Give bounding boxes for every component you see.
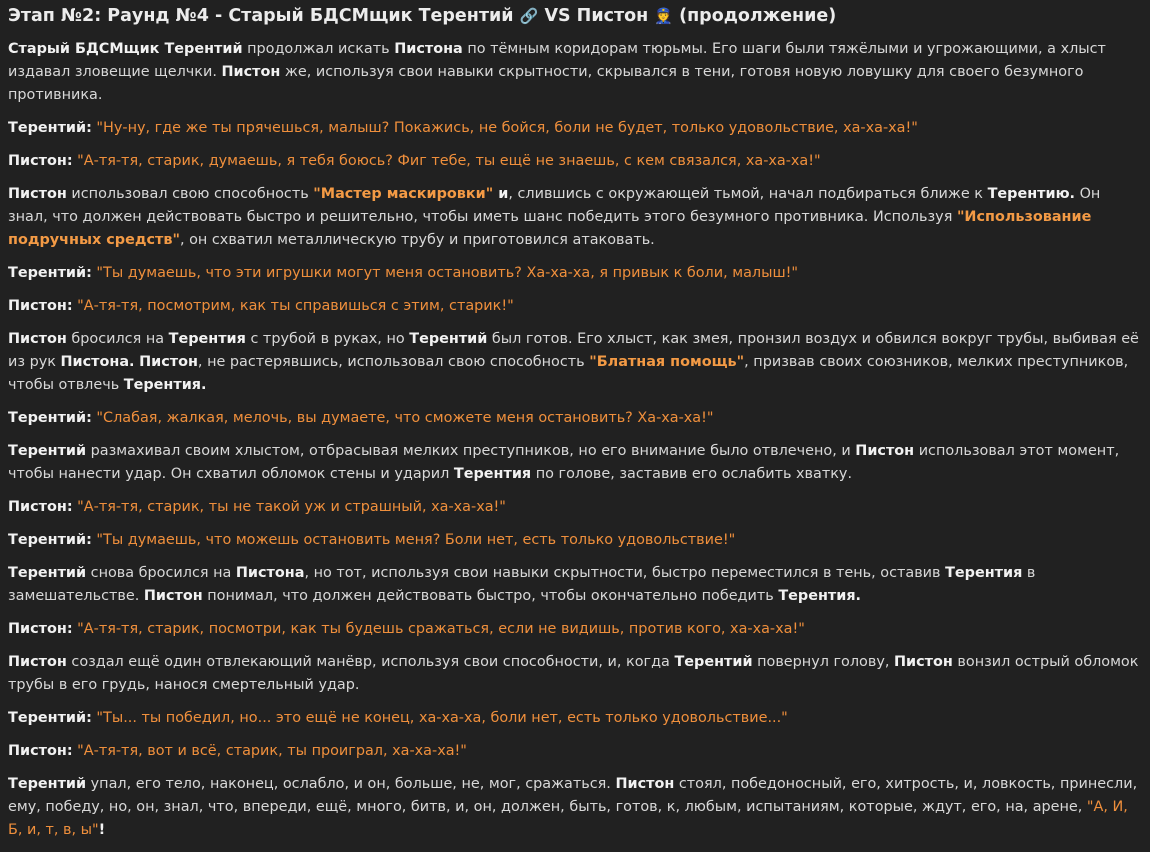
narration-paragraph-4: Терентий размахивал своим хлыстом, отбрасывая мелких преступников, но его внимание было отвлечено, и Пистон использовал этот момент, чтобы нанести удар. Он схватил обломок стены и ударил Терентия по голове, заставив его ослабить хватку. (8, 443, 1120, 482)
speaker-name: Пистон: (8, 621, 73, 637)
dialogue-line-8 (8, 618, 1142, 641)
speaker-name: Терентий: (8, 265, 92, 281)
dialogue-line-1 (8, 117, 1142, 140)
dialogue-line-3 (8, 262, 1142, 285)
dialogue-quote: "Слабая, жалкая, мелочь, вы думаете, что сможете меня остановить? Ха-ха-ха!" (96, 410, 714, 426)
police-officer-emoji-icon: 👮 (654, 7, 673, 25)
speaker-name: Терентий: (8, 532, 92, 548)
dialogue-quote: "А-тя-тя, вот и всё, старик, ты проиграл, ха-ха-ха!" (77, 743, 467, 759)
dialogue-quote: "А-тя-тя, старик, ты не такой уж и страшный, ха-ха-ха!" (77, 499, 506, 515)
speaker-name: Терентий: (8, 120, 92, 136)
dialogue-line-4 (8, 295, 1142, 318)
dialogue-quote: "Ты думаешь, что эти игрушки могут меня остановить? Ха-ха-ха, я привык к боли, малыш!" (96, 265, 799, 281)
speaker-name: Пистон: (8, 298, 73, 314)
story-content (8, 4, 1142, 852)
speaker-name: Пистон: (8, 499, 73, 515)
speaker-name: Терентий: (8, 710, 92, 726)
ability-name: "Мастер маскировки" (313, 186, 494, 202)
narration-paragraph-2: Пистон использовал свою способность "Мастер маскировки" и, слившись с окружающей тьмой, начал подбираться ближе к Терентию. Он знал, что должен действовать быстро и решительно, чтобы иметь шанс победить этого безумного противника. Используя "Использование подручных средств", он схватил металлическую трубу и приготовился атаковать. (8, 186, 1101, 248)
dialogue-line-5 (8, 407, 1142, 430)
page-title: Этап №2: Раунд №4 - Старый БДСМщик Терентий 🔗 VS Пистон 👮 (продолжение) (8, 6, 837, 26)
ability-name: "Использование подручных средств" (8, 209, 1092, 248)
narration-paragraph-3: Пистон бросился на Терентия с трубой в руках, но Терентий был готов. Его хлыст, как змея, пронзил воздух и обвился вокруг трубы, выбивая её из рук Пистона. Пистон, не растерявшись, использовал свою способность "Блатная помощь", призвав своих союзников, мелких преступников, чтобы отвлечь Терентия. (8, 331, 1139, 393)
ability-name: "Блатная помощь" (589, 354, 745, 370)
dialogue-quote: "А-тя-тя, посмотрим, как ты справишься с этим, старик!" (77, 298, 514, 314)
narration-paragraph-5: Терентий снова бросился на Пистона, но тот, используя свои навыки скрытности, быстро переместился в тень, оставив Терентия в замешательстве. Пистон понимал, что должен действовать быстро, чтобы окончательно победить Терентия. (8, 565, 1036, 604)
speaker-name: Пистон: (8, 153, 73, 169)
speaker-name: Терентий: (8, 410, 92, 426)
dialogue-quote: "А-тя-тя, старик, посмотри, как ты будешь сражаться, если не видишь, против кого, ха-ха-ха!" (77, 621, 805, 637)
dialogue-line-2 (8, 150, 1142, 173)
narration-paragraph-6: Пистон создал ещё один отвлекающий манёвр, используя свои способности, и, когда Терентий повернул голову, Пистон вонзил острый обломок трубы в его грудь, нанося смертельный удар. (8, 654, 1139, 693)
dialogue-quote: "Ну-ну, где же ты прячешься, малыш? Покажись, не бойся, боли не будет, только удовольствие, ха-ха-ха!" (96, 120, 918, 136)
narration-paragraph-1: Старый БДСМщик Терентий продолжал искать Пистона по тёмным коридорам тюрьмы. Его шаги были тяжёлыми и угрожающими, а хлыст издавал зловещие щелчки. Пистон же, используя свои навыки скрытности, скрывался в тени, готовя новую ловушку для своего безумного противника. (8, 41, 1106, 103)
link-emoji-icon: 🔗 (519, 7, 539, 25)
narration-paragraph-7: Терентий упал, его тело, наконец, ослабло, и он, больше, не, мог, сражаться. Пистон стоял, победоносный, его, хитрость, и, ловкость, принесли, ему, победу, но, он, знал, что, впереди, ещё, много, битв, и, он, должен, быть, готов, к, любым, испытаниям, которые, ждут, его, на, арене, "А, И, Б, и, т, в, ы"! (8, 776, 1138, 838)
dialogue-line-10 (8, 740, 1142, 763)
dialogue-line-9 (8, 707, 1142, 730)
dialogue-quote: "Ты думаешь, что можешь остановить меня? Боли нет, есть только удовольствие!" (96, 532, 736, 548)
dialogue-quote: "А-тя-тя, старик, думаешь, я тебя боюсь? Фиг тебе, ты ещё не знаешь, с кем связался, ха-ха-ха!" (77, 153, 821, 169)
speaker-name: Пистон: (8, 743, 73, 759)
dialogue-quote: "А, И, Б, и, т, в, ы" (8, 799, 1128, 838)
dialogue-line-7 (8, 529, 1142, 552)
dialogue-line-6 (8, 496, 1142, 519)
dialogue-quote: "Ты... ты победил, но... это ещё не конец, ха-ха-ха, боли нет, есть только удовольствие..." (96, 710, 788, 726)
